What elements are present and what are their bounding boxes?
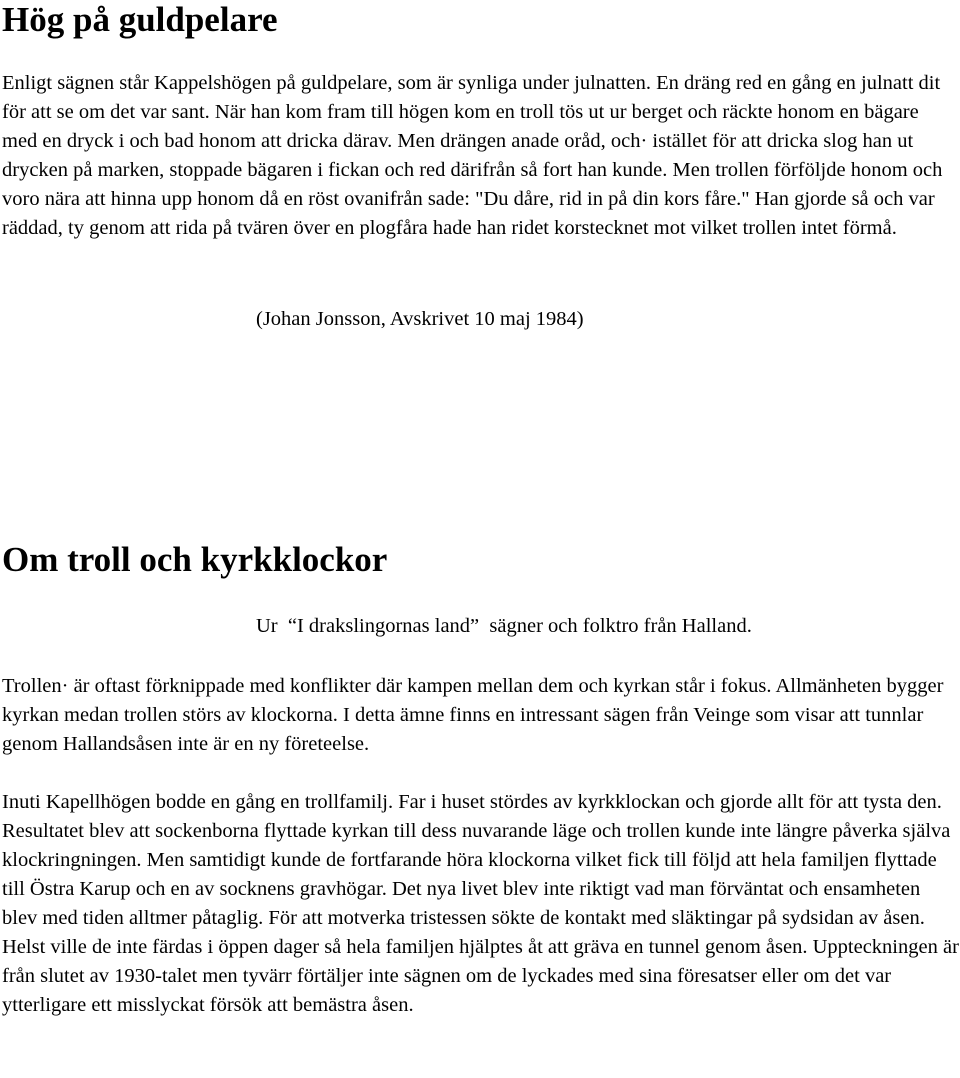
intro-paragraph-troll: Trollen· är oftast förknippade med konflikter där kampen mellan dem och kyrkan står i fokus. Allmänheten bygger kyrkan medan trollen störs av klockorna. I detta ämne finns en intressant sägen från Veinge som visar att tunnlar genom Hallandsåsen inte är en ny företeelse. <box>2 675 944 755</box>
source-citation-drakslingornas-land: Ur “I drakslingornas land” sägner och folktro från Halland. <box>256 615 752 637</box>
story-paragraph-kapellhogen: Inuti Kapellhögen bodde en gång en trollfamilj. Far i huset stördes av kyrkklockan och gjorde allt för att tysta den. Resultatet blev att sockenborna flyttade kyrkan till dess nuvarande läge och trollen kunde inte längre påverka själva klockringningen. Men samtidigt kunde de fortfarande höra klockorna vilket fick till följd att hela familjen flyttade till Östra Karup och en av socknens gravhögar. Det nya livet blev inte riktigt vad man förväntat och ensamheten blev med tiden alltmer påtaglig. För att motverka tristessen sökte de kontakt med släktingar på sydsidan av åsen. Helst ville de inte färdas i öppen dager så hela familjen hjälptes åt att gräva en tunnel genom åsen. Uppteckningen är från slutet av 1930-talet men tyvärr förtäljer inte sägnen om de lyckades med sina föresatser eller om det var ytterligare ett misslyckat försök att bemästra åsen. <box>2 791 959 1016</box>
section-title-hog-pa-guldpelare: Hög på guldpelare <box>2 0 278 39</box>
source-citation-johan-jonsson: (Johan Jonsson, Avskrivet 10 maj 1984) <box>256 308 584 330</box>
section-title-om-troll-och-kyrkklockor: Om troll och kyrkklockor <box>2 540 388 579</box>
story-paragraph-guldpelare: Enligt sägnen står Kappelshögen på guldpelare, som är synliga under julnatten. En dräng red en gång en julnatt dit för att se om det var sant. När han kom fram till högen kom en troll tös ut ur berget och räckte honom en bägare med en dryck i och bad honom att dricka därav. Men drängen anade oråd, och· istället för att dricka slog han ut drycken på marken, stoppade bägaren i fickan och red därifrån så fort han kunde. Men trollen förföljde honom och voro nära att hinna upp honom då en röst ovanifrån sade: "Du dåre, rid in på din kors fåre." Han gjorde så och var räddad, ty genom att rida på tvären över en plogfåra hade han ridet korstecknet mot vilket trollen intet förmå. <box>2 72 943 239</box>
